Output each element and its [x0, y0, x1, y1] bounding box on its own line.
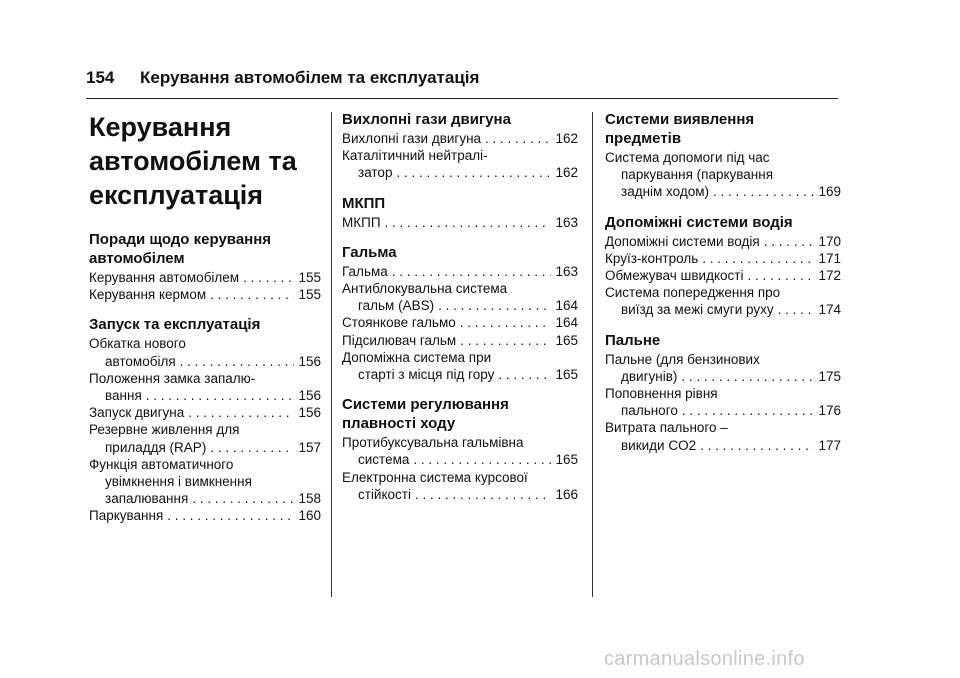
toc-entry[interactable] [89, 404, 321, 421]
toc-page-number: 165 [555, 452, 578, 468]
dot-leader [188, 404, 294, 421]
toc-page-number: 155 [298, 270, 321, 285]
toc-page-number: 174 [818, 302, 841, 318]
toc-entry-text: МКПП [342, 214, 381, 230]
column-1 [89, 110, 321, 525]
toc-entry[interactable] [605, 351, 841, 385]
toc-page-number: 165 [555, 332, 578, 348]
dot-leader [385, 214, 552, 231]
toc-entry[interactable] [89, 286, 321, 303]
dot-leader [167, 507, 294, 524]
toc-entry[interactable] [342, 469, 578, 503]
toc-entry-text: Запуск двигуна [89, 405, 185, 421]
toc-entry[interactable] [89, 370, 321, 404]
dot-leader [460, 314, 552, 331]
dot-leader [180, 353, 295, 370]
column-3 [605, 110, 841, 454]
section-heading [605, 110, 841, 148]
toc-page-number: 170 [818, 233, 841, 249]
section-list [605, 110, 841, 454]
toc-page-number: 164 [555, 298, 578, 314]
toc-page-number: 163 [555, 263, 578, 279]
dot-leader [192, 490, 294, 507]
section-heading-line: Системи регулювання [342, 396, 509, 414]
toc-entry[interactable] [605, 233, 841, 250]
dot-leader [210, 286, 294, 303]
toc-entry[interactable] [89, 421, 321, 455]
dot-leader [498, 366, 551, 383]
toc-entry-text: Допоміжна система при [342, 349, 492, 365]
section-heading-line: Поради щодо керування [89, 231, 272, 248]
toc-page-number: 163 [555, 214, 578, 230]
section-heading-line: автомобілем [89, 250, 185, 267]
toc-entry[interactable] [342, 214, 578, 231]
toc-entry-text: гальм (ABS) [358, 298, 435, 314]
section-heading-line: Запуск та експлуатація [89, 316, 261, 334]
toc-entry-text: Протибуксувальна гальмівна [342, 435, 524, 451]
section-heading [342, 110, 578, 129]
toc-entry-text: Гальма [342, 263, 388, 279]
section-heading [605, 213, 841, 232]
toc-entry-text: Допоміжні системи водія [605, 233, 760, 249]
toc-entry-text: Пальне (для бензинових [605, 351, 760, 367]
toc-page-number: 162 [555, 165, 578, 181]
dot-leader [413, 451, 551, 468]
toc-entry-text: автомобіля [105, 353, 176, 369]
toc-entry[interactable] [342, 280, 578, 314]
toc-page-number: 176 [818, 403, 841, 419]
toc-entry-text: Система попередження про [605, 285, 781, 301]
toc-entry-text: Паркування [89, 508, 164, 524]
toc-entry[interactable] [89, 456, 321, 508]
toc-page-number: 156 [298, 388, 321, 404]
toc-page-number: 162 [555, 131, 578, 146]
toc-entry-text: запалювання [105, 491, 189, 507]
toc-entry[interactable] [89, 269, 321, 286]
column-divider-2 [592, 112, 593, 597]
dot-leader [396, 164, 551, 181]
toc-page-number: 156 [298, 353, 321, 369]
toc-entry-text: Функція автоматичного [89, 456, 234, 472]
section-heading-line: МКПП [342, 194, 386, 212]
toc-entry-text: Каталітичний нейтралі- [342, 148, 488, 164]
toc-page-number: 166 [555, 486, 578, 502]
dot-leader [210, 439, 294, 456]
toc-entry-text: Резервне живлення для [89, 422, 240, 438]
toc-page-number: 158 [298, 491, 321, 507]
toc-entry-text: Круїз-контроль [605, 250, 699, 266]
toc-entry-text: Керування автомобілем [89, 270, 240, 285]
dot-leader [146, 387, 295, 404]
dot-leader [681, 368, 814, 385]
toc-page-number: 164 [555, 315, 578, 331]
toc-entry[interactable] [89, 507, 321, 524]
section-heading-line: Системи виявлення [605, 111, 755, 128]
dot-leader [243, 269, 294, 286]
section-heading [89, 315, 321, 334]
toc-entry[interactable] [605, 385, 841, 419]
toc-entry-text: Обкатка нового [89, 336, 186, 352]
toc-entry-text: Антиблокувальна система [342, 281, 508, 297]
dot-leader [682, 402, 815, 419]
dot-leader [713, 183, 814, 200]
page-number: 154 [86, 68, 115, 87]
toc-entry-text: заднім ходом) [621, 184, 710, 200]
dot-leader [764, 233, 815, 250]
toc-entry-text: двигунів) [621, 368, 678, 384]
chapter-title-line: автомобілем та [89, 146, 297, 176]
toc-entry-text: старті з місця під гору [358, 367, 495, 383]
section-heading-line: Пальне [605, 331, 661, 349]
chapter-title-line: Керування [89, 112, 232, 142]
toc-entry[interactable] [342, 147, 578, 181]
toc-entry[interactable] [605, 419, 841, 453]
section-heading [342, 395, 578, 433]
toc-entry[interactable] [605, 284, 841, 318]
toc-page-number: 155 [298, 287, 321, 303]
dot-leader [438, 297, 551, 314]
watermark: carmanualsonline.info [604, 648, 805, 670]
toc-entry[interactable] [605, 267, 841, 284]
toc-entry-text: Стоянкове гальмо [342, 315, 456, 331]
running-title: Керування автомобілем та експлуатація [140, 68, 480, 87]
toc-page-number: 157 [298, 439, 321, 455]
toc-page-number: 177 [818, 437, 841, 453]
dot-leader [392, 263, 552, 280]
section-list [89, 230, 321, 525]
toc-entry-text: пального [621, 403, 678, 419]
toc-entry-text: Обмежувач швидкості [605, 268, 744, 284]
toc-entry-text: Підсилювач гальм [342, 332, 457, 348]
toc-page-number: 175 [818, 368, 841, 384]
toc-entry-text: Керування кермом [89, 287, 207, 303]
toc-entry[interactable] [605, 149, 841, 201]
toc-page-number: 172 [818, 268, 841, 284]
toc-entry[interactable] [605, 250, 841, 267]
section-heading-line: плавності ходу [342, 415, 456, 433]
section-heading [605, 331, 841, 350]
toc-entry[interactable] [342, 263, 578, 280]
toc-entry-text: Вихлопні гази двигуна [342, 131, 482, 146]
toc-page-number: 165 [555, 367, 578, 383]
toc-entry-text: приладдя (RAP) [105, 439, 207, 455]
dot-leader [778, 301, 815, 318]
toc-entry-text: увімкнення і вимкнення [105, 474, 252, 490]
toc-page-number: 160 [298, 508, 321, 524]
toc-entry[interactable] [342, 314, 578, 331]
chapter-title-line: експлуатація [89, 180, 264, 210]
section-heading [342, 194, 578, 213]
running-header [86, 68, 838, 88]
section-list [342, 110, 578, 503]
section-heading-line: Допоміжні системи водія [605, 213, 793, 231]
section-heading-line: предметів [605, 130, 682, 147]
dot-leader [700, 437, 814, 454]
toc-entry-text: Витрата пального – [605, 420, 728, 436]
toc-entry[interactable] [342, 332, 578, 349]
toc-entry[interactable] [89, 335, 321, 369]
toc-entry[interactable] [342, 349, 578, 383]
section-heading [342, 243, 578, 262]
header-rule [86, 98, 838, 99]
toc-entry-text: вання [105, 388, 142, 404]
toc-entry-text: стійкості [358, 486, 411, 502]
dot-leader [747, 267, 814, 284]
toc-entry-text: викиди CO2 [621, 437, 697, 453]
toc-page-number: 156 [298, 405, 321, 421]
section-heading-line: Гальма [342, 243, 397, 261]
toc-page-number: 171 [818, 250, 841, 266]
toc-entry-text: Поповнення рівня [605, 386, 718, 402]
toc-entry-text: Положення замка запалю- [89, 370, 256, 386]
toc-entry-text: затор [358, 165, 393, 181]
toc-entry-text: виїзд за межі смуги руху [621, 302, 774, 318]
dot-leader [415, 486, 551, 503]
section-heading-line: Вихлопні гази двигуна [342, 111, 511, 128]
toc-entry-text: паркування (паркування [621, 167, 774, 183]
dot-leader [485, 130, 551, 147]
toc-page-number: 169 [818, 184, 841, 200]
toc-entry[interactable] [342, 130, 578, 147]
toc-entry-text: система [358, 452, 410, 468]
dot-leader [702, 250, 814, 267]
toc-entry-text: Електронна система курсової [342, 469, 528, 485]
section-heading [89, 230, 321, 268]
column-2 [342, 110, 578, 503]
toc-entry[interactable] [342, 434, 578, 468]
chapter-title [89, 110, 321, 212]
dot-leader [460, 332, 551, 349]
column-divider-1 [331, 112, 332, 597]
toc-entry-text: Система допомоги під час [605, 150, 770, 165]
